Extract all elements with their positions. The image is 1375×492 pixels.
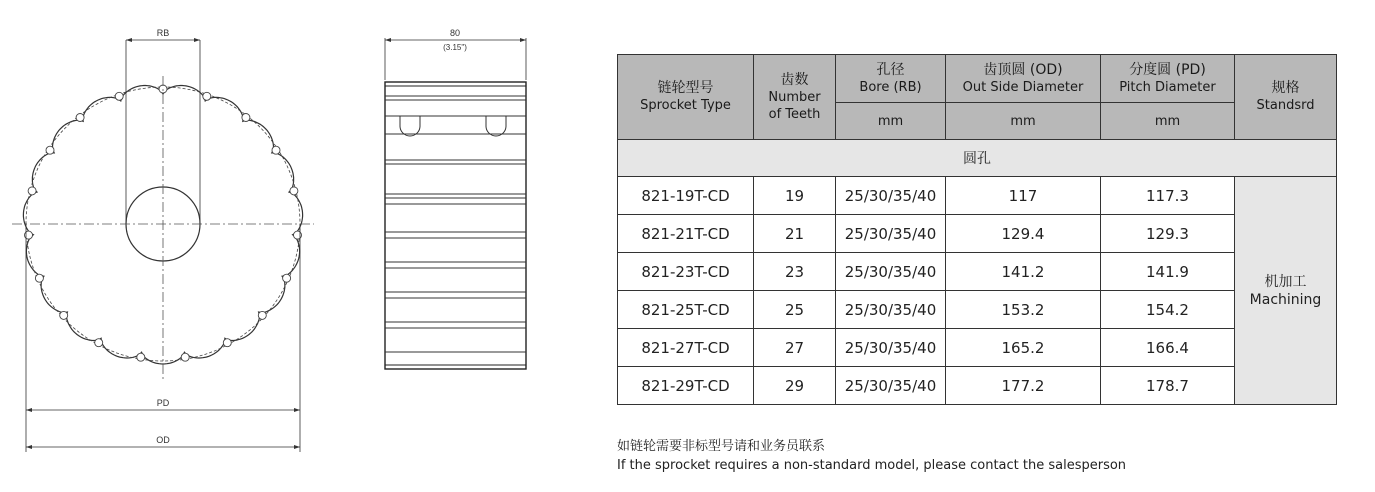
header-bore-cn: 孔径: [876, 61, 905, 78]
sprocket-side-view: [385, 28, 526, 369]
note-en: If the sprocket requires a non-standard model, please contact the salesperson: [617, 458, 1127, 473]
chain-roller: [290, 187, 298, 195]
header-teeth-en2: of Teeth: [768, 106, 821, 122]
chain-roller: [28, 187, 36, 195]
cell-bore: 25/30/35/40: [836, 367, 946, 405]
footer-note: [617, 437, 1126, 475]
standard-en: Machining: [1249, 291, 1322, 308]
unit-bore: mm: [836, 103, 946, 140]
cell-type: 821-29T-CD: [618, 367, 754, 405]
chain-roller: [242, 114, 250, 122]
width-label: 80: [449, 28, 461, 38]
table-row: [618, 177, 1337, 215]
cell-standard: [1235, 177, 1337, 405]
width-inch-label: (3.15"): [443, 43, 467, 52]
cell-od: 141.2: [946, 253, 1101, 291]
cell-bore: 25/30/35/40: [836, 177, 946, 215]
header-od-cn: 齿顶圆 (OD): [983, 61, 1063, 78]
cell-type: 821-19T-CD: [618, 177, 754, 215]
cell-pd: 129.3: [1101, 215, 1235, 253]
header-bore-en: Bore (RB): [859, 79, 922, 95]
table-row: [618, 291, 1337, 329]
od-label: OD: [156, 435, 170, 445]
header-pd-cn: 分度圆 (PD): [1129, 61, 1206, 78]
cell-bore: 25/30/35/40: [836, 215, 946, 253]
cell-teeth: 19: [754, 177, 836, 215]
cell-pd: 178.7: [1101, 367, 1235, 405]
chain-roller: [60, 311, 68, 319]
header-od: [946, 55, 1101, 103]
header-std-en: Standsrd: [1256, 98, 1315, 113]
header-teeth-en1: Number: [768, 89, 821, 105]
cell-pd: 117.3: [1101, 177, 1235, 215]
cell-type: 821-23T-CD: [618, 253, 754, 291]
cell-type: 821-27T-CD: [618, 329, 754, 367]
cell-teeth: 21: [754, 215, 836, 253]
chain-roller: [258, 311, 266, 319]
header-teeth-cn: 齿数: [780, 71, 809, 88]
chain-roller: [46, 146, 54, 154]
cell-teeth: 27: [754, 329, 836, 367]
cell-pd: 166.4: [1101, 329, 1235, 367]
cell-od: 153.2: [946, 291, 1101, 329]
header-type-en: Sprocket Type: [640, 98, 731, 113]
section-round-bore: 圆孔: [618, 140, 1337, 177]
sprocket-spec-table: [617, 54, 1337, 405]
cell-pd: 141.9: [1101, 253, 1235, 291]
chain-roller: [76, 114, 84, 122]
table-row: [618, 215, 1337, 253]
cell-bore: 25/30/35/40: [836, 291, 946, 329]
chain-roller: [115, 92, 123, 100]
cell-bore: 25/30/35/40: [836, 253, 946, 291]
cell-teeth: 29: [754, 367, 836, 405]
rb-label: RB: [156, 28, 170, 38]
cell-od: 165.2: [946, 329, 1101, 367]
header-pd: [1101, 55, 1235, 103]
cell-pd: 154.2: [1101, 291, 1235, 329]
unit-pd: mm: [1101, 103, 1235, 140]
header-pd-en: Pitch Diameter: [1119, 79, 1216, 95]
cell-type: 821-21T-CD: [618, 215, 754, 253]
cell-teeth: 25: [754, 291, 836, 329]
unit-od: mm: [946, 103, 1101, 140]
header-type-cn: 链轮型号: [657, 80, 714, 96]
chain-roller: [95, 339, 103, 347]
header-bore: [836, 55, 946, 103]
pd-label: PD: [156, 398, 170, 408]
note-cn: 如链轮需要非标型号请和业务员联系: [617, 439, 826, 454]
chain-roller: [223, 339, 231, 347]
header-standard: [1235, 55, 1337, 140]
table-row: [618, 329, 1337, 367]
chain-roller: [272, 146, 280, 154]
chain-roller: [181, 353, 189, 361]
cell-bore: 25/30/35/40: [836, 329, 946, 367]
chain-roller: [203, 92, 211, 100]
chain-roller: [283, 274, 291, 282]
cell-od: 177.2: [946, 367, 1101, 405]
chain-roller: [137, 353, 145, 361]
cell-od: 129.4: [946, 215, 1101, 253]
header-od-en: Out Side Diameter: [962, 79, 1084, 95]
cell-od: 117: [946, 177, 1101, 215]
table-row: [618, 367, 1337, 405]
header-std-cn: 规格: [1271, 80, 1300, 96]
technical-drawing: [0, 0, 600, 492]
chain-roller: [35, 274, 43, 282]
cell-teeth: 23: [754, 253, 836, 291]
standard-cn: 机加工: [1264, 273, 1307, 290]
header-teeth: [754, 55, 836, 140]
sprocket-front-view: [12, 28, 314, 452]
table-row: [618, 253, 1337, 291]
cell-type: 821-25T-CD: [618, 291, 754, 329]
header-sprocket-type: [618, 55, 754, 140]
